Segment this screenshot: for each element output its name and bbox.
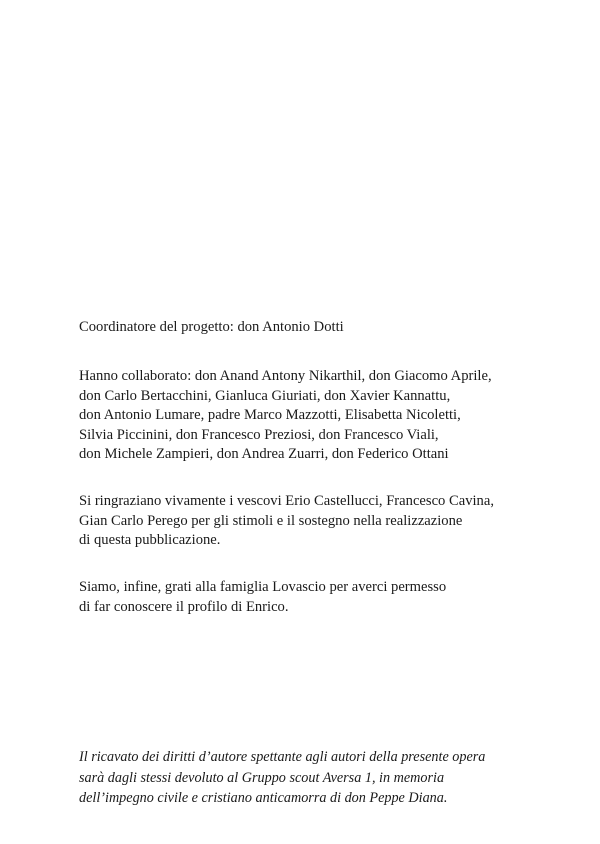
family-line: di far conoscere il profilo di Enrico. [79,598,289,615]
collaborators-line: don Carlo Bertacchini, Gianluca Giuriati, don Xavier Kannattu, [79,387,451,404]
coordinator-paragraph [79,318,344,338]
family-line: Siamo, infine, grati alla famiglia Lovascio per averci permesso [79,579,447,595]
family-paragraph [79,578,446,617]
copyright-note-line: Il ricavato dei diritti d’autore spettante agli autori della presente opera [79,749,486,765]
thanks-line: Gian Carlo Perego per gli stimoli e il sostegno nella realizzazione [79,512,463,529]
collaborators-line: Silvia Piccinini, don Francesco Preziosi, don Francesco Viali, [79,426,439,443]
coordinator-line: Coordinatore del progetto: don Antonio Dotti [79,319,344,335]
thanks-paragraph [79,492,494,551]
collaborators-line: Hanno collaborato: don Anand Antony Nikarthil, don Giacomo Aprile, [79,368,492,384]
collaborators-line: don Michele Zampieri, don Andrea Zuarri, don Federico Ottani [79,446,449,463]
collaborators-line: don Antonio Lumare, padre Marco Mazzotti, Elisabetta Nicoletti, [79,407,461,424]
collaborators-paragraph [79,367,492,465]
copyright-note-line: dell’impegno civile e cristiano anticamorra di don Peppe Diana. [79,790,448,806]
thanks-line: di questa pubblicazione. [79,532,221,549]
copyright-note [79,747,485,809]
thanks-line: Si ringraziano vivamente i vescovi Erio Castellucci, Francesco Cavina, [79,493,494,509]
copyright-note-line: sarà dagli stessi devoluto al Gruppo scout Aversa 1, in memoria [79,769,445,786]
